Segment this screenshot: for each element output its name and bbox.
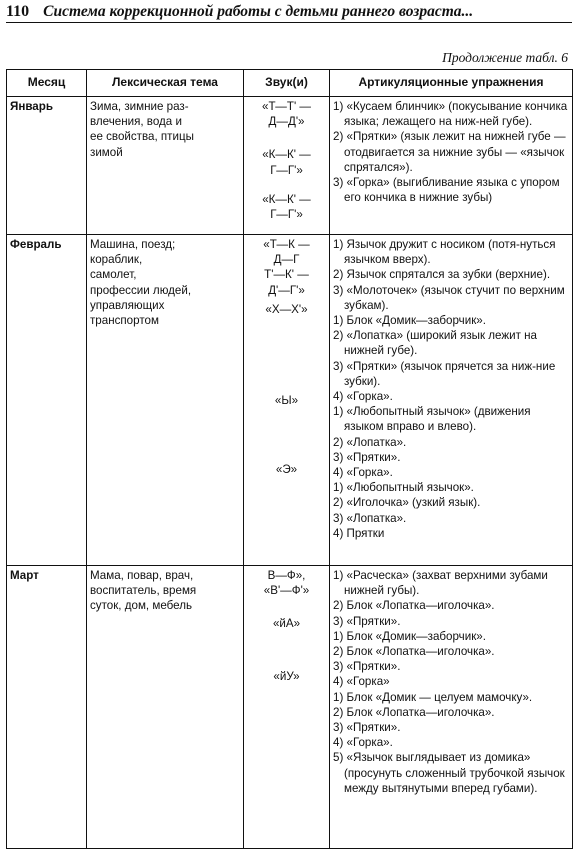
exercise-item: 3) «Горка» (выгибливание языка с упором его кончика в нижние зубы) (333, 176, 560, 205)
exercise-item: 1) Блок «Домик—заборчик». (333, 629, 486, 643)
exercise-item: 2) «Лопатка». (333, 435, 407, 449)
month-cell: Февраль (7, 235, 87, 566)
exercise-item: 5) «Язычок выглядывает из домика» (просунуть сложенный трубочкой язычок между вытянутыми вперед губами). (333, 751, 565, 795)
month-cell: Январь (7, 97, 87, 235)
exercises-cell (330, 97, 573, 235)
exercise-item: 2) Язычок спрятался за зубки (верхние). (333, 268, 551, 282)
topic-text: Зима, зимние раз- влечения, вода и ее свойства, птицы зимой (90, 100, 194, 159)
exercise-item: 2) «Лопатка» (широкий язык лежит на нижней губе). (333, 329, 537, 358)
topic-text: Мама, повар, врач, воспитатель, время суток, дом, мебель (90, 569, 197, 613)
exercise-item: 3) «Прятки». (333, 660, 401, 674)
table-row (7, 235, 573, 566)
sound-group: «Т—К — Д—Г Т'—К' — Д'—Г'» (263, 238, 310, 297)
sound-group: «йУ» (273, 669, 300, 683)
sound-group: «Э» (275, 463, 298, 477)
exercise-item: 4) «Горка» (333, 675, 390, 689)
running-title: Система коррекционной работы с детьми раннего возраста... (43, 3, 474, 20)
sound-group: В—Ф», «В'—Ф'» (263, 569, 310, 598)
exercise-item: 1) «Кусаем блинчик» (покусывание кончика языка; лежащего на ниж-ней губе). (333, 100, 568, 129)
running-header (6, 2, 572, 23)
topic-cell (87, 235, 244, 566)
exercise-item: 4) «Горка». (333, 466, 393, 480)
exercise-item: 4) «Горка». (333, 390, 393, 404)
topic-cell (87, 97, 244, 235)
exercise-item: 2) Блок «Лопатка—иголочка». (333, 705, 495, 719)
exercise-item: 3) «Прятки». (333, 614, 401, 628)
sound-group: «Ы» (274, 394, 299, 408)
month-cell: Март (7, 566, 87, 849)
exercise-item: 2) Блок «Лопатка—иголочка». (333, 599, 495, 613)
sounds-cell (244, 97, 330, 235)
sound-group: «К—К' — Г—Г'» (262, 148, 311, 177)
column-header-topic: Лексическая тема (87, 70, 244, 97)
column-header-sounds: Звук(и) (244, 70, 330, 97)
articulation-table (6, 69, 573, 849)
exercise-item: 4) Прятки (333, 526, 385, 540)
exercise-item: 2) «Прятки» (язык лежит на нижней губе — отодвигается за нижние зубы — «язычок спрятался»). (333, 130, 566, 174)
exercise-item: 3) «Прятки». (333, 450, 401, 464)
exercise-item: 1) Язычок дружит с носиком (потя-нуться язычком вверх). (333, 238, 556, 267)
sound-group: «К—К' — Г—Г'» (262, 192, 311, 222)
table-row (7, 566, 573, 849)
exercises-cell (330, 235, 573, 566)
table-header-row (7, 70, 573, 97)
exercise-item: 1) «Любопытный язычок» (движения языком вправо и влево). (333, 405, 531, 434)
exercise-item: 2) «Иголочка» (узкий язык). (333, 496, 481, 510)
exercise-item: 1) Блок «Домик — целуем мамочку». (333, 690, 533, 704)
sound-group: «Х—Х'» (265, 302, 308, 316)
table-row (7, 97, 573, 235)
exercise-item: 2) Блок «Лопатка—иголочка». (333, 645, 495, 659)
exercise-item: 1) «Расческа» (захват верхними зубами нижней губы). (333, 569, 548, 598)
column-header-month: Месяц (7, 70, 87, 97)
exercise-item: 3) «Прятки» (язычок прячется за ниж-ние зубки). (333, 359, 556, 388)
exercise-item: 3) «Молоточек» (язычок стучит по верхним зубкам). (333, 283, 565, 312)
table-continuation-label: Продолжение табл. 6 (442, 50, 568, 65)
exercise-item: 1) Блок «Домик—заборчик». (333, 314, 486, 328)
sounds-cell (244, 566, 330, 849)
exercise-item: 4) «Горка». (333, 736, 393, 750)
page-number: 110 (6, 3, 30, 20)
exercise-item: 3) «Прятки». (333, 721, 401, 735)
column-header-exercises: Артикуляционные упражнения (330, 70, 573, 97)
exercises-cell (330, 566, 573, 849)
exercise-item: 1) «Любопытный язычок». (333, 481, 474, 495)
exercise-item: 3) «Лопатка». (333, 511, 407, 525)
topic-text: Машина, поезд; кораблик, самолет, профессии людей, управляющих транспортом (90, 238, 192, 328)
sound-group: «Т—Т' — Д—Д'» (262, 100, 311, 129)
sounds-cell (244, 235, 330, 566)
topic-cell (87, 566, 244, 849)
sound-group: «йА» (272, 617, 301, 631)
